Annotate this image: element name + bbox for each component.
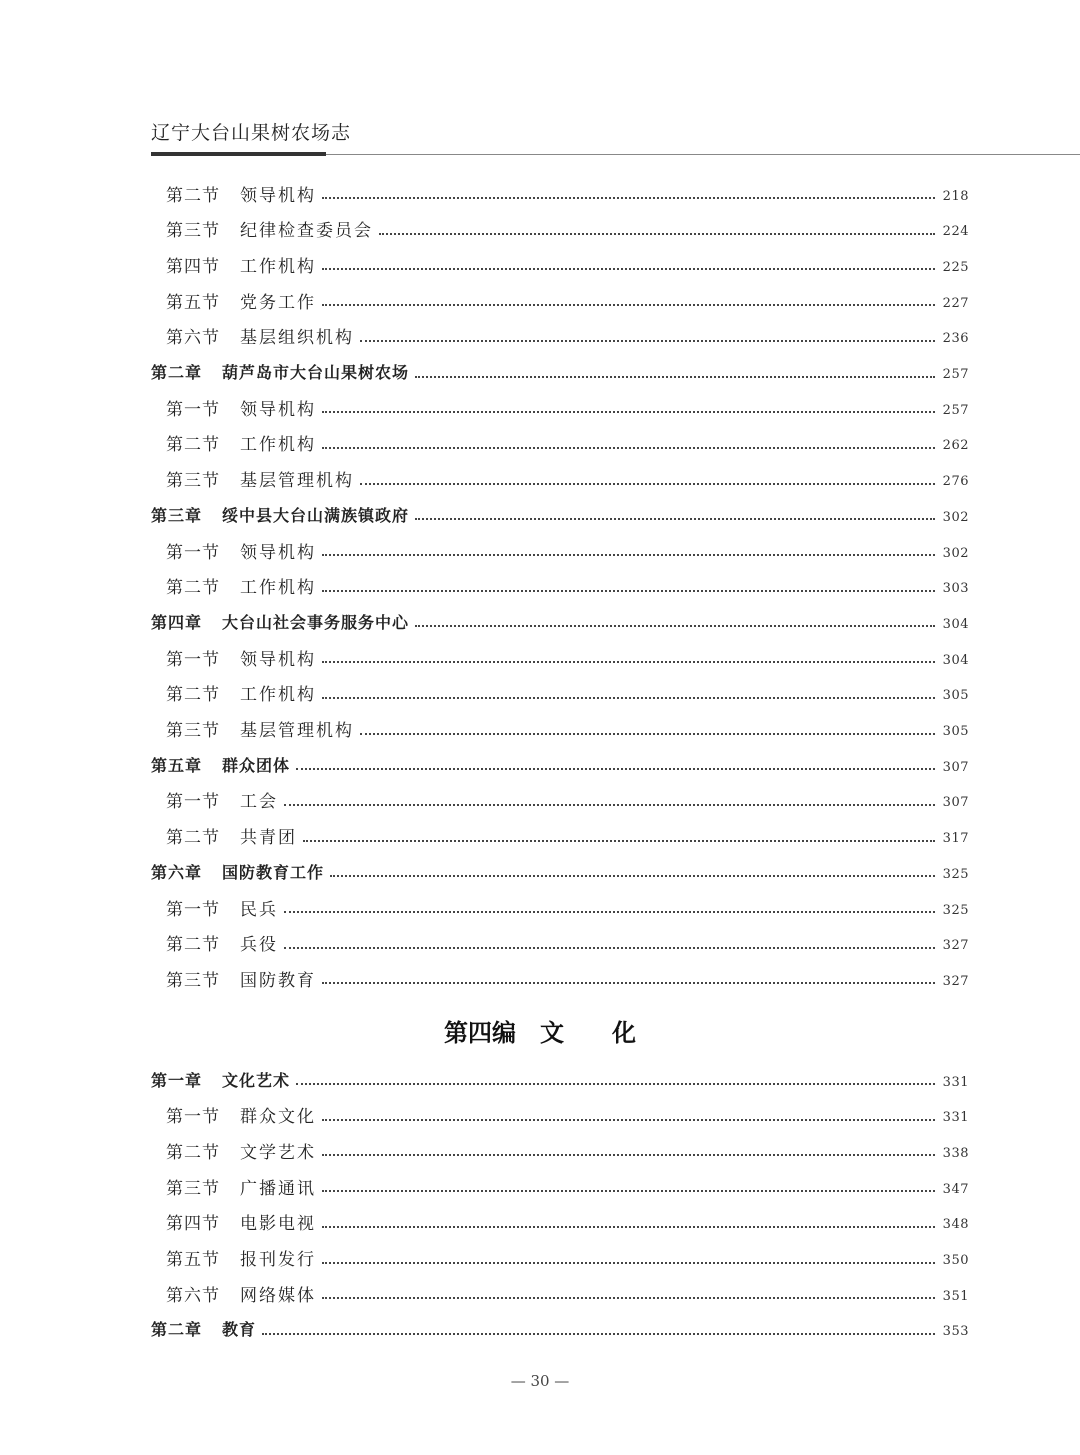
dot-leader xyxy=(322,661,935,663)
dot-leader xyxy=(284,947,935,949)
toc-entry-page: 305 xyxy=(942,688,969,704)
toc-entry-page: 325 xyxy=(942,866,969,882)
toc-entry-page: 224 xyxy=(942,224,969,240)
dot-leader xyxy=(284,911,935,913)
toc-entry-page: 327 xyxy=(942,973,969,989)
toc-section-entry[interactable] xyxy=(166,714,969,744)
toc-entry-title: 领导机构 xyxy=(240,542,316,563)
dot-leader xyxy=(415,376,935,378)
dot-leader xyxy=(322,1154,935,1156)
toc-entry-number: 第一节 xyxy=(166,1107,220,1128)
toc-section-entry[interactable] xyxy=(166,1135,969,1165)
toc-entry-title: 工作机构 xyxy=(240,435,316,456)
toc-entry-page: 304 xyxy=(942,652,969,668)
toc-entry-page: 317 xyxy=(942,831,969,847)
toc-entry-title: 文学艺术 xyxy=(240,1142,316,1163)
toc-section-entry[interactable] xyxy=(166,785,969,815)
toc-chapter-entry[interactable] xyxy=(151,749,969,779)
toc-entry-page: 303 xyxy=(942,581,969,597)
toc-chapter-entry[interactable] xyxy=(151,1314,969,1344)
dot-leader xyxy=(322,1297,935,1299)
toc-section-entry[interactable] xyxy=(166,892,969,922)
dot-leader xyxy=(322,1119,935,1121)
toc-entry-title: 工作机构 xyxy=(240,578,316,599)
toc-entry-number: 第三节 xyxy=(166,721,220,741)
dot-leader xyxy=(360,733,935,735)
toc-entry-number: 第二章 xyxy=(151,1320,203,1340)
toc-entry-title: 葫芦岛市大台山果树农场 xyxy=(222,363,410,382)
dot-leader xyxy=(322,554,935,556)
toc-entry-number: 第二节 xyxy=(166,935,220,956)
dot-leader xyxy=(322,1226,935,1228)
toc-entry-title: 国防教育 xyxy=(240,970,316,991)
toc-entry-number: 第六节 xyxy=(166,328,220,349)
toc-entry-title: 工作机构 xyxy=(240,256,316,277)
toc-entry-title: 工作机构 xyxy=(240,685,316,706)
toc-entry-number: 第二节 xyxy=(166,185,220,206)
toc-entry-title: 广播通讯 xyxy=(240,1178,316,1199)
toc-entry-title: 基层组织机构 xyxy=(240,328,354,349)
toc-entry-number: 第三节 xyxy=(166,471,220,492)
toc-entry-page: 331 xyxy=(942,1110,969,1126)
toc-entry-page: 304 xyxy=(942,616,969,632)
toc-entry-page: 227 xyxy=(942,295,969,311)
toc-entry-number: 第五节 xyxy=(166,1250,220,1270)
dot-leader xyxy=(322,697,935,699)
dot-leader xyxy=(296,768,935,770)
toc-chapter-entry[interactable] xyxy=(151,499,969,529)
toc-entry-page: 276 xyxy=(942,474,969,490)
dot-leader xyxy=(322,268,935,270)
toc-section-entry[interactable] xyxy=(166,214,969,244)
toc-entry-number: 第三节 xyxy=(166,221,220,242)
dot-leader xyxy=(322,1190,935,1192)
toc-entry-number: 第四章 xyxy=(151,612,203,632)
dot-leader xyxy=(322,1262,935,1264)
dot-leader xyxy=(360,483,935,485)
dot-leader xyxy=(322,447,935,449)
toc-entry-page: 225 xyxy=(942,259,969,275)
toc-entry-number: 第三章 xyxy=(151,505,203,525)
toc-section-entry[interactable] xyxy=(166,571,969,601)
toc-entry-page: 302 xyxy=(942,509,969,525)
toc-entry-title: 纪律检查委员会 xyxy=(240,221,373,242)
toc-entry-title: 领导机构 xyxy=(240,399,316,420)
toc-entry-page: 305 xyxy=(942,724,969,739)
toc-entry-number: 第五章 xyxy=(151,755,203,775)
running-head-title: 辽宁大台山果树农场志 xyxy=(151,122,352,144)
toc-entry-page: 262 xyxy=(942,438,969,454)
toc-entry-number: 第二节 xyxy=(166,435,220,456)
toc-entry-page: 307 xyxy=(942,795,969,811)
toc-entry-number: 第六章 xyxy=(151,862,203,882)
toc-entry-page: 351 xyxy=(942,1288,969,1304)
toc-entry-number: 第四节 xyxy=(166,256,220,277)
toc-entry-number: 第一节 xyxy=(166,399,220,420)
toc-entry-number: 第二节 xyxy=(166,828,220,849)
dot-leader xyxy=(415,625,935,627)
toc-entry-page: 348 xyxy=(942,1217,969,1233)
toc-entry-title: 大台山社会事务服务中心 xyxy=(222,612,410,632)
toc-entry-page: 302 xyxy=(942,545,969,561)
toc-entry-number: 第二节 xyxy=(166,578,220,599)
toc-entry-page: 350 xyxy=(942,1253,969,1268)
toc-entry-number: 第三节 xyxy=(166,1178,220,1199)
page-number: — 30 — xyxy=(510,1372,570,1390)
toc-entry-title: 共青团 xyxy=(240,828,297,849)
dot-leader xyxy=(330,875,935,877)
toc-section-entry[interactable] xyxy=(166,1171,969,1201)
toc-entry-page: 236 xyxy=(942,331,969,347)
toc-entry-page: 257 xyxy=(942,402,969,418)
toc-entry-number: 第一节 xyxy=(166,649,220,670)
toc-entry-title: 基层管理机构 xyxy=(240,721,354,741)
toc-entry-number: 第二节 xyxy=(166,1142,220,1163)
dot-leader xyxy=(322,982,935,984)
toc-entry-page: 347 xyxy=(942,1181,969,1197)
toc-entry-title: 电影电视 xyxy=(240,1214,316,1235)
toc-entry-number: 第一节 xyxy=(166,792,220,813)
dot-leader xyxy=(322,411,935,413)
toc-entry-page: 307 xyxy=(942,759,969,775)
dot-leader xyxy=(322,590,935,592)
toc-entry-page: 338 xyxy=(942,1145,969,1161)
toc-entry-title: 国防教育工作 xyxy=(222,862,325,882)
toc-entry-title: 民兵 xyxy=(240,899,278,920)
toc-entry-title: 绥中县大台山满族镇政府 xyxy=(222,505,410,525)
toc-section-entry[interactable] xyxy=(166,321,969,351)
toc-section-entry[interactable] xyxy=(166,642,969,672)
toc-entry-page: 325 xyxy=(942,902,969,918)
toc-section-entry[interactable] xyxy=(166,392,969,422)
toc-entry-number: 第二章 xyxy=(151,363,203,382)
dot-leader xyxy=(415,518,935,520)
toc-section-entry[interactable] xyxy=(166,1100,969,1130)
header-rule-thick xyxy=(151,152,326,156)
toc-entry-number: 第五节 xyxy=(166,292,220,313)
toc-entry-number: 第三节 xyxy=(166,970,220,991)
toc-chapter-entry[interactable] xyxy=(151,357,969,387)
toc-entry-title: 领导机构 xyxy=(240,185,316,206)
toc-section-entry[interactable] xyxy=(166,249,969,279)
toc-section-entry[interactable] xyxy=(166,178,969,208)
toc-entry-title: 群众文化 xyxy=(240,1107,316,1128)
toc-entry-page: 327 xyxy=(942,938,969,954)
toc-section-entry[interactable] xyxy=(166,963,969,993)
toc-entry-number: 第四节 xyxy=(166,1214,220,1235)
toc-section-entry[interactable] xyxy=(166,535,969,565)
toc-section-entry[interactable] xyxy=(166,464,969,494)
toc-section-entry[interactable] xyxy=(166,821,969,851)
toc-entry-number: 第一章 xyxy=(151,1070,203,1090)
toc-chapter-entry[interactable] xyxy=(151,856,969,886)
toc-entry-page: 218 xyxy=(942,188,969,204)
toc-entry-title: 兵役 xyxy=(240,935,278,956)
toc-entry-page: 331 xyxy=(942,1074,969,1090)
toc-entry-title: 网络媒体 xyxy=(240,1285,316,1306)
toc-entry-title: 教育 xyxy=(222,1320,257,1340)
dot-leader xyxy=(360,340,935,342)
toc-entry-title: 领导机构 xyxy=(240,649,316,670)
toc-entry-title: 工会 xyxy=(240,792,278,813)
toc-entry-title: 党务工作 xyxy=(240,292,316,313)
toc-entry-number: 第一节 xyxy=(166,542,220,563)
dot-leader xyxy=(262,1333,935,1335)
dot-leader xyxy=(296,1083,935,1085)
toc-entry-number: 第二节 xyxy=(166,685,220,706)
dot-leader xyxy=(322,304,935,306)
toc-entry-title: 基层管理机构 xyxy=(240,471,354,492)
toc-section-entry[interactable] xyxy=(166,1278,969,1308)
toc-section-entry[interactable] xyxy=(166,1243,969,1273)
toc-section-entry[interactable] xyxy=(166,1207,969,1237)
toc-section-entry[interactable] xyxy=(166,285,969,315)
toc-chapter-entry[interactable] xyxy=(151,1064,969,1094)
toc-section-entry[interactable] xyxy=(166,928,969,958)
toc-entry-page: 353 xyxy=(942,1324,969,1340)
dot-leader xyxy=(284,804,935,806)
toc-section-entry[interactable] xyxy=(166,678,969,708)
toc-entry-number: 第一节 xyxy=(166,899,220,920)
toc-chapter-entry[interactable] xyxy=(151,606,969,636)
part-title: 第四编 文 化 xyxy=(444,1018,636,1047)
dot-leader xyxy=(303,840,935,842)
toc-section-entry[interactable] xyxy=(166,428,969,458)
dot-leader xyxy=(322,197,935,199)
toc-entry-title: 群众团体 xyxy=(222,755,291,775)
toc-entry-title: 报刊发行 xyxy=(240,1250,316,1270)
dot-leader xyxy=(379,233,935,235)
toc-entry-title: 文化艺术 xyxy=(222,1070,291,1090)
toc-entry-number: 第六节 xyxy=(166,1285,220,1306)
toc-entry-page: 257 xyxy=(942,367,969,382)
header-rule-thin xyxy=(326,154,1080,155)
